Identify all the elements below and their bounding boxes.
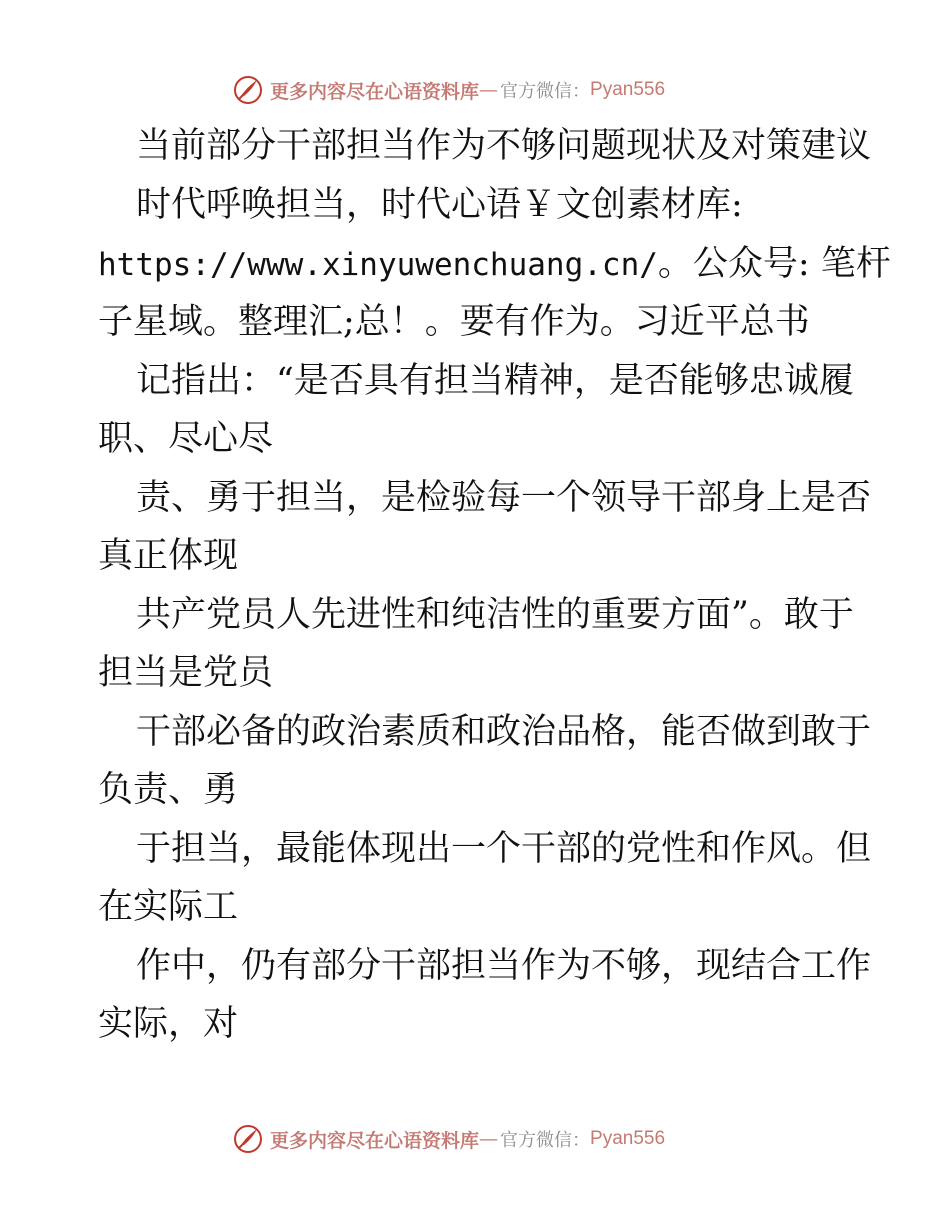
banner-main-text: 更多内容尽在心语资料库 [270, 80, 480, 103]
text-line: 作中，仍有部分干部担当作为不够，现结合工作 [136, 946, 872, 986]
text-line: 共产党员人先进性和纯洁性的重要方面”。敢于 [136, 595, 854, 635]
banner-wechat-label: 官方微信： [500, 1130, 591, 1151]
text-line: 子星域。整理汇;总！。要有作为。习近平总书 [98, 302, 810, 342]
banner-dash: — [479, 1128, 499, 1150]
header-banner [232, 70, 722, 110]
text-line: 在实际工 [98, 887, 239, 927]
text-segment: 。公众号: 笔杆 [657, 244, 891, 284]
footer-banner [232, 1119, 722, 1159]
text-line [98, 244, 891, 284]
text-line: 职、尽心尽 [98, 419, 274, 459]
banner-wechat-id: Pyan556 [590, 1128, 666, 1149]
text-line: 负责、勇 [98, 770, 239, 810]
text-line: 真正体现 [98, 536, 239, 576]
text-line: 于担当，最能体现出一个干部的党性和作风。但 [136, 829, 872, 869]
text-line: 责、勇于担当，是检验每一个领导干部身上是否 [136, 478, 872, 518]
banner-wechat-label: 官方微信： [500, 81, 591, 102]
url-text: https://www.xinyuwenchuang.cn/ [98, 247, 658, 283]
quill-logo-icon [232, 1123, 264, 1155]
text-line: 担当是党员 [98, 653, 274, 693]
text-line: 实际，对 [98, 1004, 239, 1044]
document-title: 当前部分干部担当作为不够问题现状及对策建议 [136, 126, 872, 166]
banner-wechat-id: Pyan556 [590, 79, 666, 100]
banner-dash: — [479, 79, 499, 101]
text-line: 干部必备的政治素质和政治品格，能否做到敢于 [136, 712, 872, 752]
text-line: 时代呼唤担当，时代心语￥文创素材库: [136, 185, 743, 225]
banner-main-text: 更多内容尽在心语资料库 [270, 1129, 480, 1152]
text-line: 记指出：“是否具有担当精神，是否能够忠诚履 [136, 361, 854, 401]
quill-logo-icon [232, 74, 264, 106]
